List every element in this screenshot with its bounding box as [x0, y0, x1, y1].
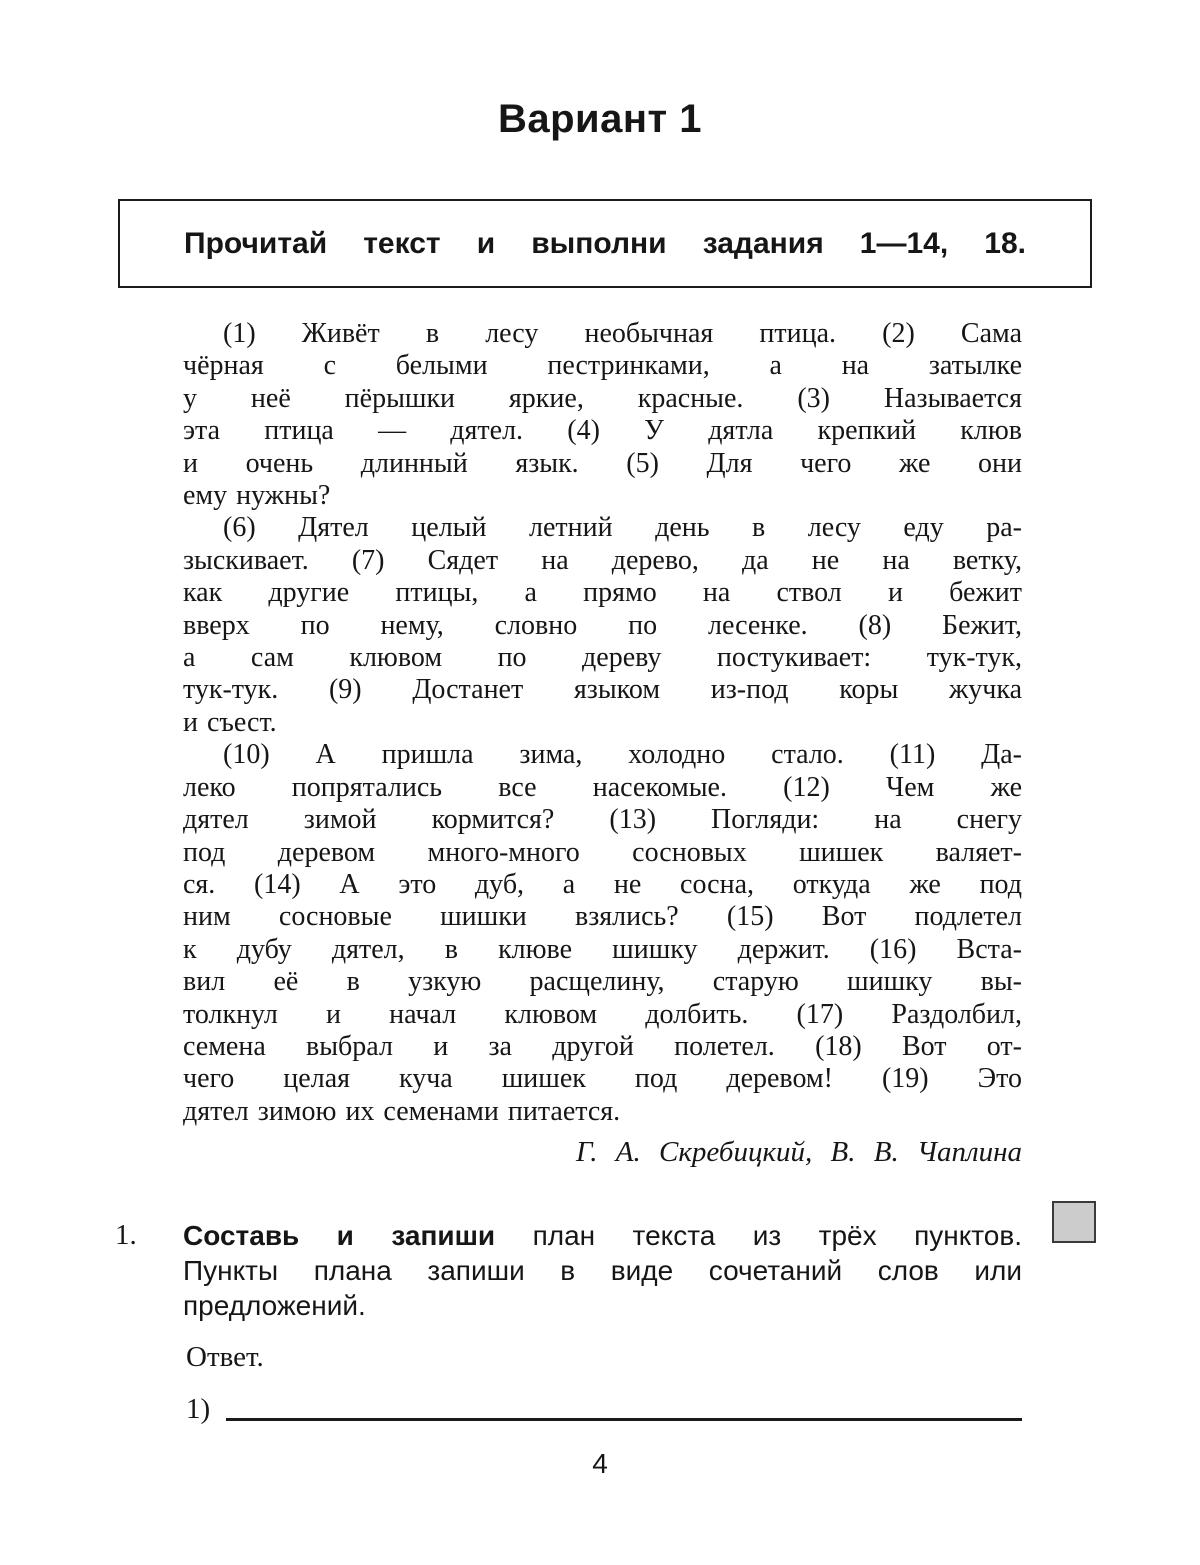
passage-line: (6) Дятел целый летний день в лесу еду ра- — [223, 512, 1022, 544]
passage-line: у неё пёрышки яркие, красные. (3) Называется — [183, 382, 1022, 414]
passage-line: чего целая куча шишек под деревом! (19) Это — [183, 1063, 1022, 1095]
task-line: Пункты плана запиши в виде сочетаний слов или — [183, 1255, 1022, 1286]
instruction-box — [118, 199, 1092, 288]
passage-line: и съест. — [183, 706, 277, 738]
answer-row — [186, 1393, 1022, 1426]
task-line — [183, 1218, 1022, 1253]
passage-line: (1) Живёт в лесу необычная птица. (2) Сама — [223, 318, 1022, 349]
task-line: предложений. — [183, 1290, 366, 1321]
passage-line: ся. (14) А это дуб, а не сосна, откуда же под — [183, 868, 1022, 900]
task-line1-rest: план текста из трёх пунктов. — [495, 1220, 1022, 1251]
passage-line: а сам клювом по дереву постукивает: тук-тук, — [183, 642, 1022, 674]
instruction-text: Прочитай текст и выполни задания 1—14, 18. — [184, 226, 1026, 260]
score-box — [1052, 1201, 1096, 1243]
task-bold-lead: Составь и запиши — [183, 1220, 496, 1251]
passage-attribution: Г. А. Скребицкий, В. В. Чаплина — [575, 1136, 1022, 1169]
answer-label: Ответ. — [186, 1341, 264, 1373]
passage-line: как другие птицы, а прямо на ствол и бежит — [183, 577, 1022, 609]
task-1 — [115, 1218, 1022, 1323]
passage-line: тук-тук. (9) Достанет языком из-под коры жучка — [183, 674, 1022, 706]
passage-lines — [183, 318, 1022, 1128]
task-text — [183, 1218, 1022, 1323]
answer-item-label: 1) — [186, 1393, 211, 1425]
passage-line: ему нужны? — [183, 480, 331, 512]
task-number: 1. — [115, 1219, 137, 1251]
passage-line: толкнул и начал клювом долбить. (17) Раздолбил, — [183, 998, 1022, 1030]
passage-line: ним сосновые шишки взялись? (15) Вот подлетел — [183, 901, 1022, 933]
passage-line: семена выбрал и за другой полетел. (18) Вот от- — [183, 1030, 1022, 1062]
passage-line: вил её в узкую расщелину, старую шишку вы- — [183, 966, 1022, 998]
passage-line: и очень длинный язык. (5) Для чего же они — [183, 447, 1022, 479]
passage-line: под деревом много-много сосновых шишек валяет- — [183, 836, 1022, 868]
page-title: Вариант 1 — [497, 97, 702, 141]
passage-line: леко попрятались все насекомые. (12) Чем же — [183, 771, 1022, 803]
page-number: 4 — [592, 1448, 608, 1479]
passage-line: к дубу дятел, в клюве шишку держит. (16) Вста- — [183, 933, 1022, 965]
reading-passage — [183, 318, 1022, 1169]
passage-line: вверх по нему, словно по лесенке. (8) Бежит, — [183, 609, 1022, 641]
passage-line: (10) А пришла зима, холодно стало. (11) Да- — [223, 739, 1022, 771]
passage-line: зыскивает. (7) Сядет на дерево, да не на ветку, — [183, 544, 1022, 576]
passage-line: чёрная с белыми пестринками, а на затылке — [183, 350, 1022, 382]
passage-line: дятел зимой кормится? (13) Погляди: на снегу — [183, 804, 1022, 836]
passage-line: дятел зимою их семенами питается. — [183, 1095, 621, 1127]
passage-line: эта птица — дятел. (4) У дятла крепкий клюв — [183, 415, 1022, 447]
answer-blank-line[interactable] — [226, 1393, 1022, 1421]
